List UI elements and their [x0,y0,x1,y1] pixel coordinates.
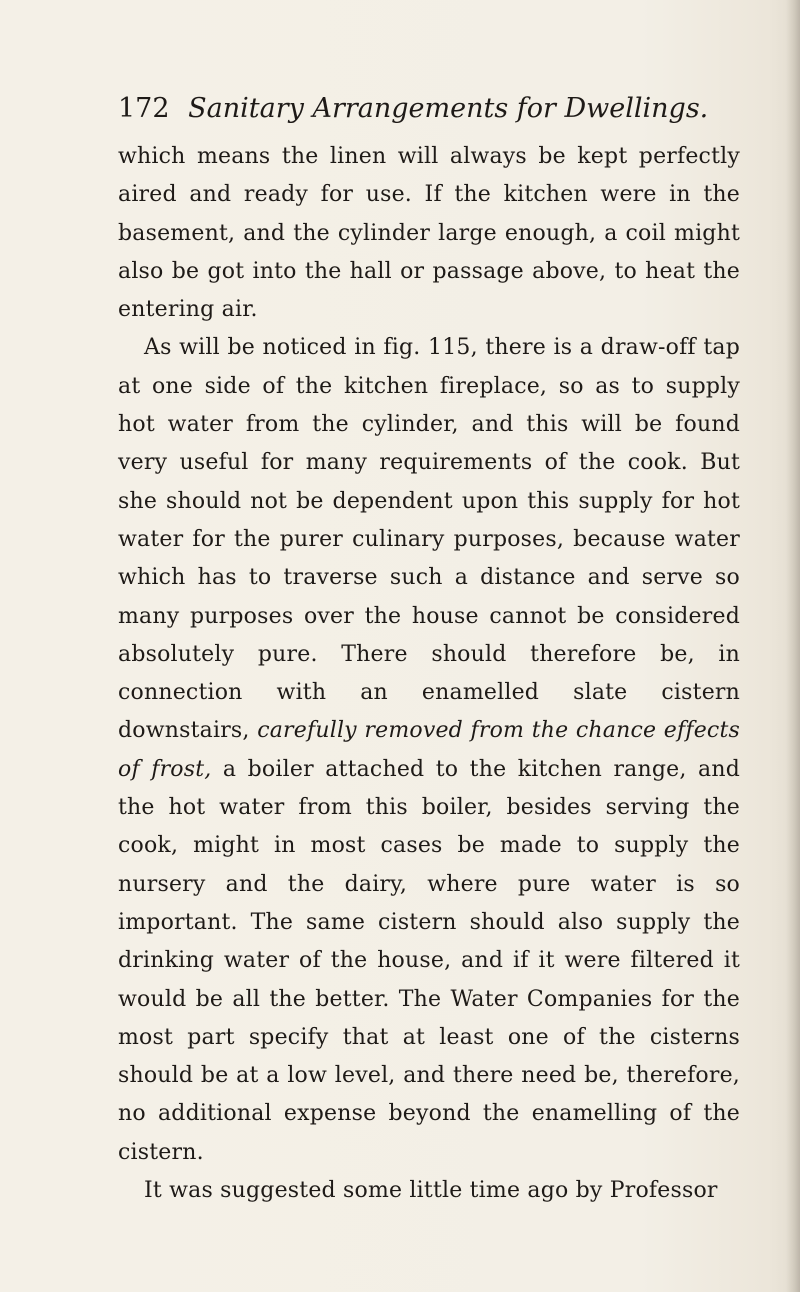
page-edge-shadow [786,0,800,1292]
paragraph-1 [118,138,740,329]
running-title: Sanitary Arrangements for Dwellings. [188,93,709,124]
paragraph-2-text-b: a boiler attached to the kitchen range, and the hot water from this boiler, besides serving the cook, might in most cases be made to supply the nursery and the dairy, where pure water is so important. The same cistern should also supply the drinking water of the house, and if it were filtered it would be all the better. The Water Companies for the most part specify that at least one of the cisterns should be at a low level, and there need be, therefore, no additional expense beyond the enamelling of the cistern. [118,756,740,1165]
paragraph-2 [118,329,740,1172]
paragraph-2-italic-phrase: carefully removed from the chance effects of frost, [118,718,740,782]
page-number: 172 [118,93,170,124]
paragraph-1-text: which means the linen will always be kept perfectly aired and ready for use. If the kitchen were in the basement, and the cylinder large enough, a coil might also be got into the hall or passage above, to heat the entering air. [118,144,740,323]
paragraph-2-text-a: As will be noticed in fig. 115, there is a draw-off tap at one side of the kitchen fireplace, so as to supply hot water from the cylinder, and this will be found very useful for many requirements of the cook. But she should not be dependent upon this supply for hot water for the purer culinary purposes, because water which has to traverse such a distance and serve so many purposes over the house cannot be considered absolutely pure. There should therefore be, in connection with an enamelled slate cistern downstairs, [118,335,740,744]
body-text [118,138,740,1210]
paragraph-3 [118,1172,740,1210]
page-header [118,92,718,126]
paragraph-3-text: It was suggested some little time ago by Professor [144,1178,718,1204]
